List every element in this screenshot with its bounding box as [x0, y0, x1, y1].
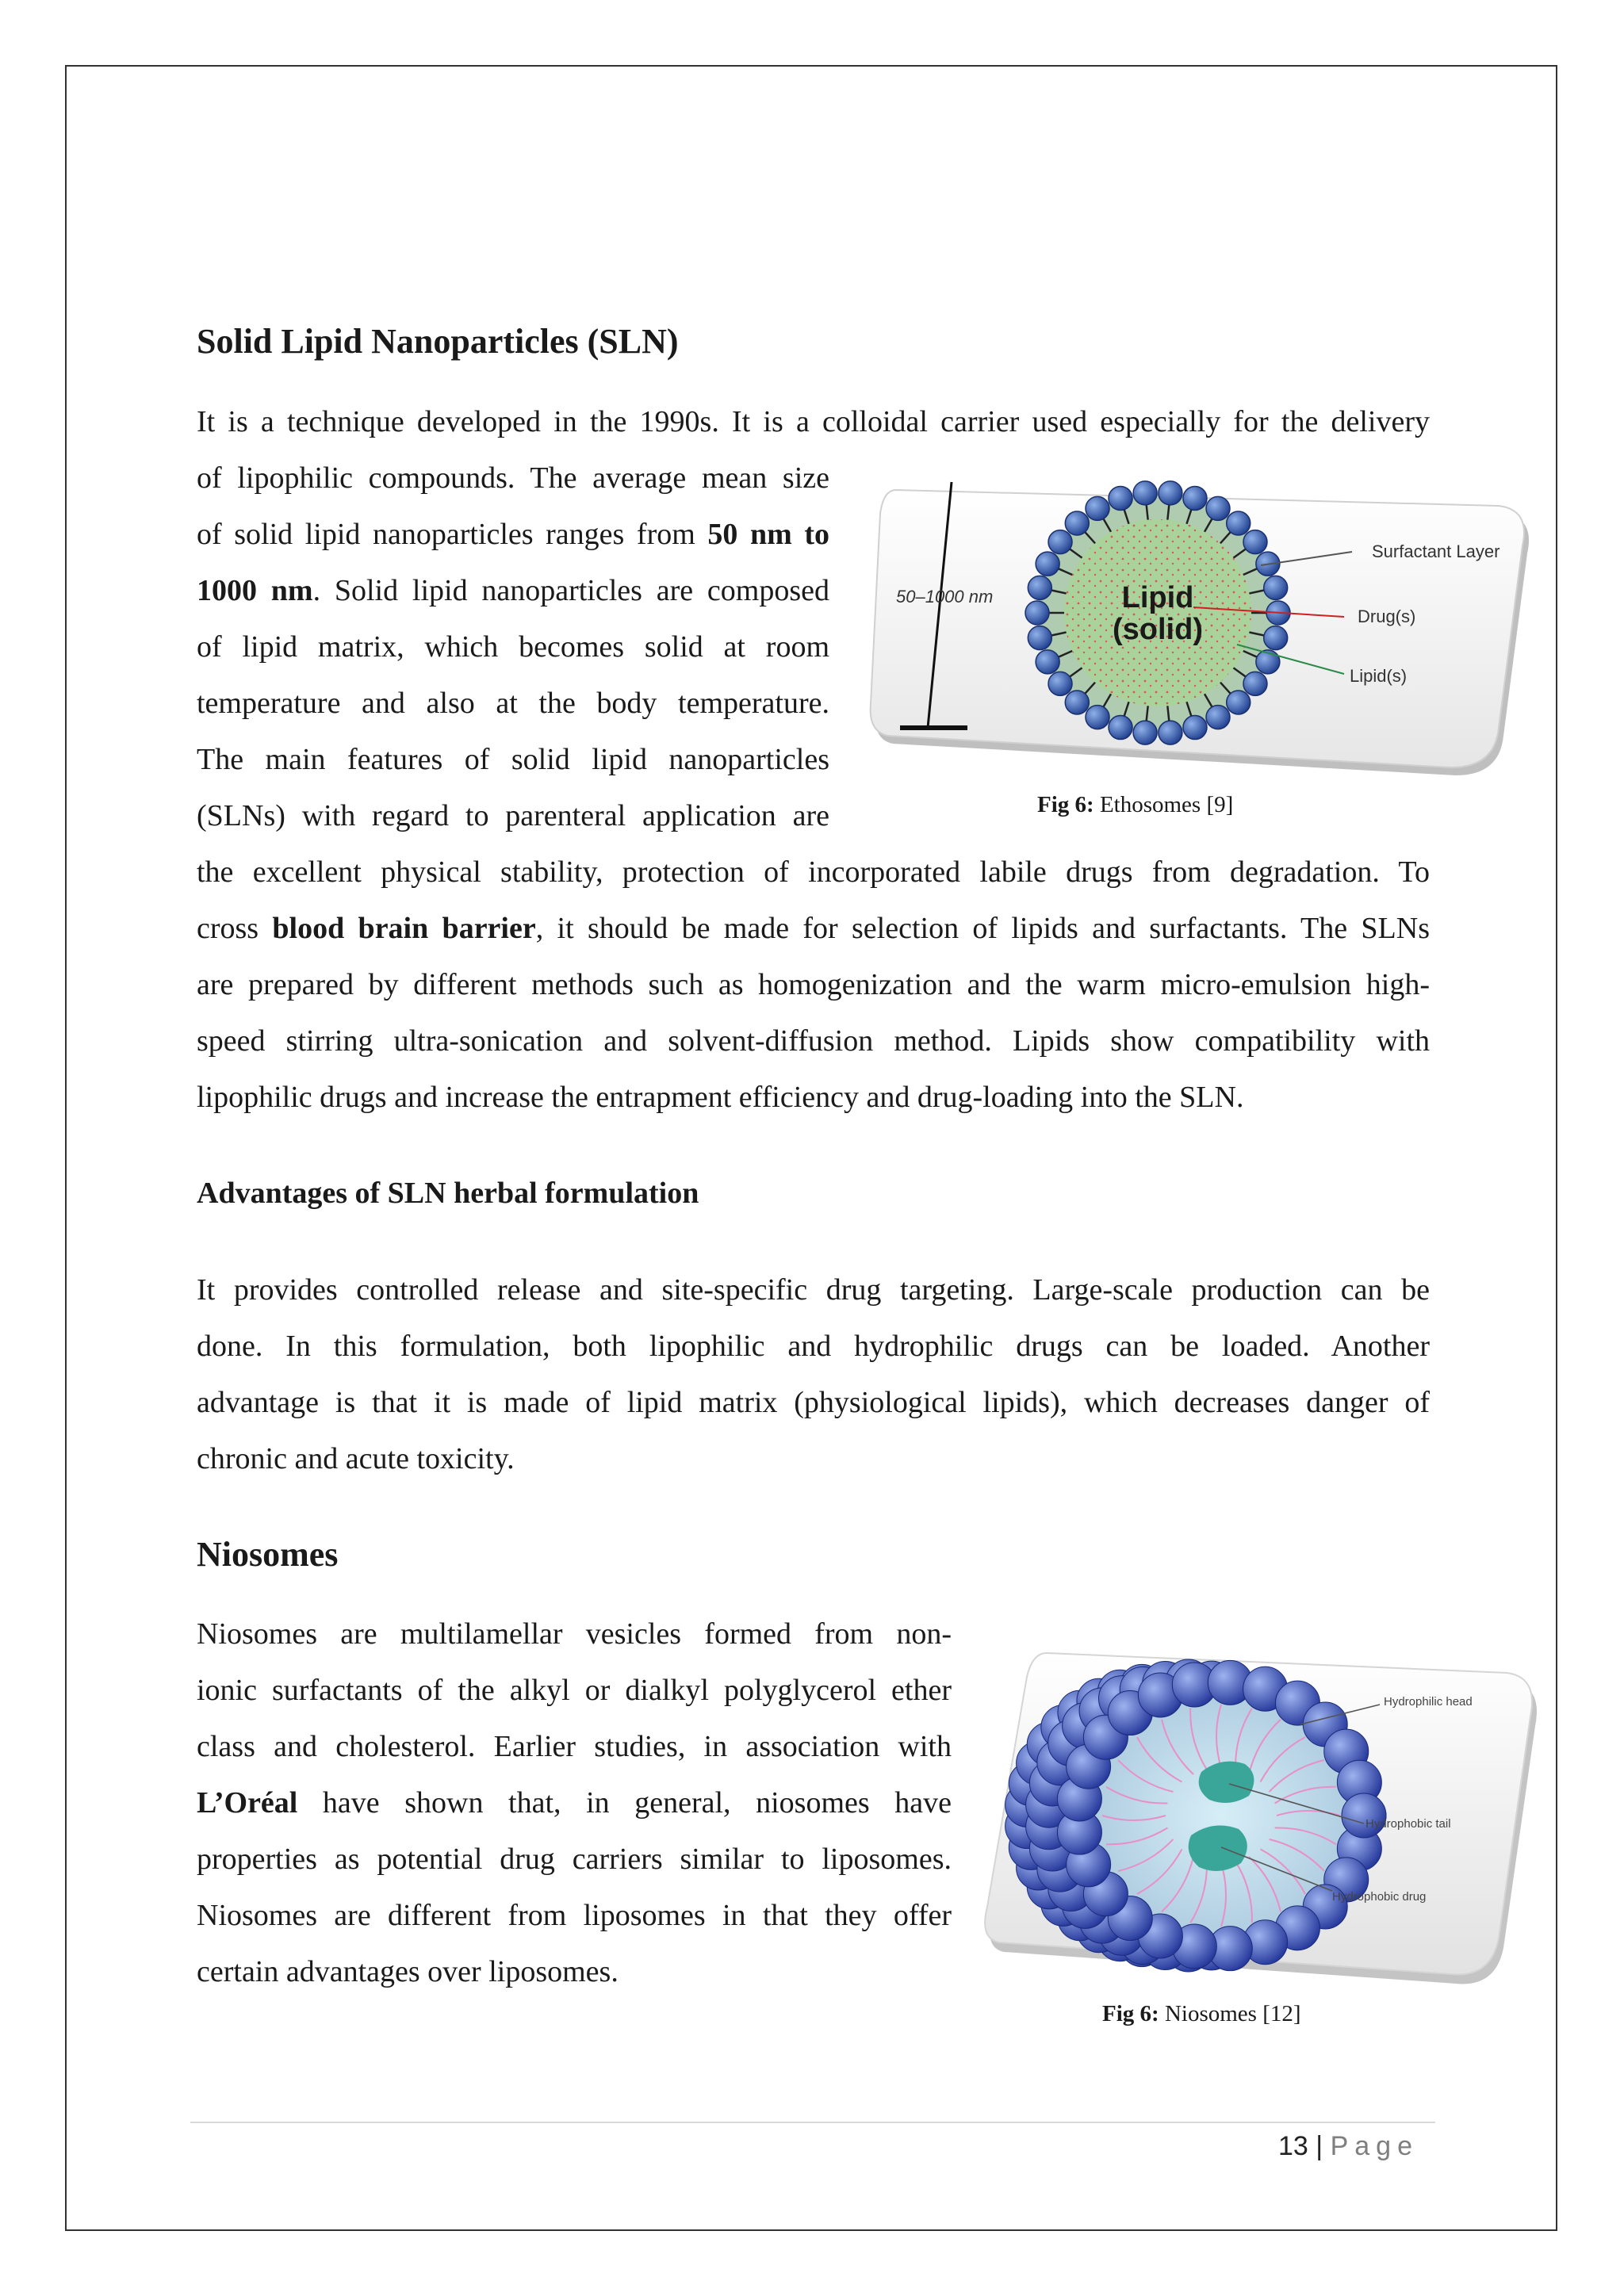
drug-blob-2 [1189, 1826, 1247, 1871]
sln-paragraph-wrap [197, 450, 829, 844]
niosomes-line-6: Niosomes are different from liposomes in that they offer [197, 1899, 952, 1932]
core-label-2: (solid) [1113, 613, 1203, 646]
text-run: of solid lipid nanoparticles ranges from [197, 518, 708, 551]
niosomes-line-5: properties as potential drug carriers similar to liposomes. [197, 1843, 952, 1876]
sln-cont-line-2 [197, 901, 1430, 957]
sln-intro-line: It is a technique developed in the 1990s. It is a colloidal carrier used especially for the delivery [197, 405, 1430, 438]
advantages-line-2: done. In this formulation, both lipophilic and hydrophilic drugs can be loaded. Another [197, 1330, 1430, 1363]
text-run: . Solid lipid nanoparticles are composed [312, 574, 829, 607]
page-word: Page [1330, 2131, 1419, 2161]
sln-wrap-line-7: (SLNs) with regard to parenteral application are [197, 799, 829, 832]
section-heading-niosomes: Niosomes [197, 1535, 339, 1574]
bold-size-range-end: 1000 nm [197, 574, 313, 607]
text-run: have shown that, in general, niosomes have [297, 1786, 952, 1820]
sln-cont-line-1: the excellent physical stability, protection of incorporated labile drugs from degradation. To [197, 855, 1430, 889]
niosomes-paragraph [197, 1606, 952, 2000]
size-label: 50–1000 nm [896, 587, 994, 607]
page-number: 13 [1278, 2131, 1308, 2161]
sln-wrap-line-6: The main features of solid lipid nanoparticles [197, 743, 829, 776]
niosome-vesicle [1005, 1659, 1386, 1972]
advantages-paragraph [197, 1262, 1430, 1487]
caption-text: Ethosomes [9] [1094, 792, 1234, 817]
sln-diagram [864, 466, 1530, 783]
niosome-diagram [983, 1645, 1538, 1994]
text-run: , it should be made for selection of lipids and surfactants. The SLNs [535, 912, 1430, 945]
label-surfactant-layer: Surfactant Layer [1372, 541, 1500, 561]
caption-label: Fig 6: [1102, 2001, 1159, 2026]
niosomes-line-1: Niosomes are multilamellar vesicles formed from non- [197, 1617, 952, 1651]
text-run: cross [197, 912, 273, 945]
label-hydrophobic-tail: Hydrophobic tail [1365, 1817, 1451, 1831]
caption-label: Fig 6: [1037, 792, 1094, 817]
sln-cont-line-5: lipophilic drugs and increase the entrapment efficiency and drug-loading into the SLN. [197, 1081, 1244, 1114]
page-footer [1278, 2131, 1419, 2162]
advantages-line-4: chronic and acute toxicity. [197, 1442, 515, 1475]
sln-wrap-line-2 [197, 507, 829, 563]
advantages-line-1: It provides controlled release and site-specific drug targeting. Large-scale production can be [197, 1273, 1430, 1307]
sln-wrap-line-5: temperature and also at the body temperature. [197, 687, 829, 720]
core-label-1: Lipid [1121, 581, 1194, 614]
niosomes-line-4 [197, 1775, 952, 1831]
sln-figure-caption [1037, 792, 1233, 818]
niosome-figure [983, 1645, 1538, 1994]
label-drug: Drug(s) [1358, 607, 1416, 626]
bold-blood-brain-barrier: blood brain barrier [272, 912, 536, 945]
sln-wrap-line-4: of lipid matrix, which becomes solid at room [197, 630, 829, 664]
sln-cont-line-3: are prepared by different methods such as homogenization and the warm micro-emulsion high- [197, 968, 1430, 1001]
subheading-advantages: Advantages of SLN herbal formulation [197, 1177, 699, 1210]
sln-paragraph-intro [197, 394, 1430, 450]
label-lipid: Lipid(s) [1350, 666, 1408, 686]
label-hydrophilic-head: Hydrophilic head [1384, 1695, 1473, 1709]
footer-divider [190, 2122, 1435, 2123]
label-hydrophobic-drug: Hydrophobic drug [1332, 1890, 1427, 1904]
bold-size-range: 50 nm to [707, 518, 829, 551]
sln-wrap-line-3 [197, 563, 829, 619]
sln-paragraph-continued [197, 844, 1430, 1126]
niosomes-line-7: certain advantages over liposomes. [197, 1955, 619, 1988]
caption-text: Niosomes [12] [1159, 2001, 1301, 2026]
niosome-figure-caption [1102, 2001, 1301, 2027]
sln-cont-line-4: speed stirring ultra-sonication and solvent-diffusion method. Lipids show compatibility with [197, 1024, 1430, 1058]
niosomes-line-3: class and cholesterol. Earlier studies, in association with [197, 1730, 952, 1763]
niosomes-line-2: ionic surfactants of the alkyl or dialkyl polyglycerol ether [197, 1674, 952, 1707]
bold-loreal: L’Oréal [197, 1786, 298, 1820]
footer-separator: | [1316, 2131, 1323, 2161]
sln-wrap-line-1: of lipophilic compounds. The average mean size [197, 461, 829, 495]
sln-figure [864, 466, 1530, 783]
advantages-line-3: advantage is that it is made of lipid matrix (physiological lipids), which decreases danger of [197, 1386, 1430, 1419]
section-heading-sln: Solid Lipid Nanoparticles (SLN) [197, 322, 679, 361]
